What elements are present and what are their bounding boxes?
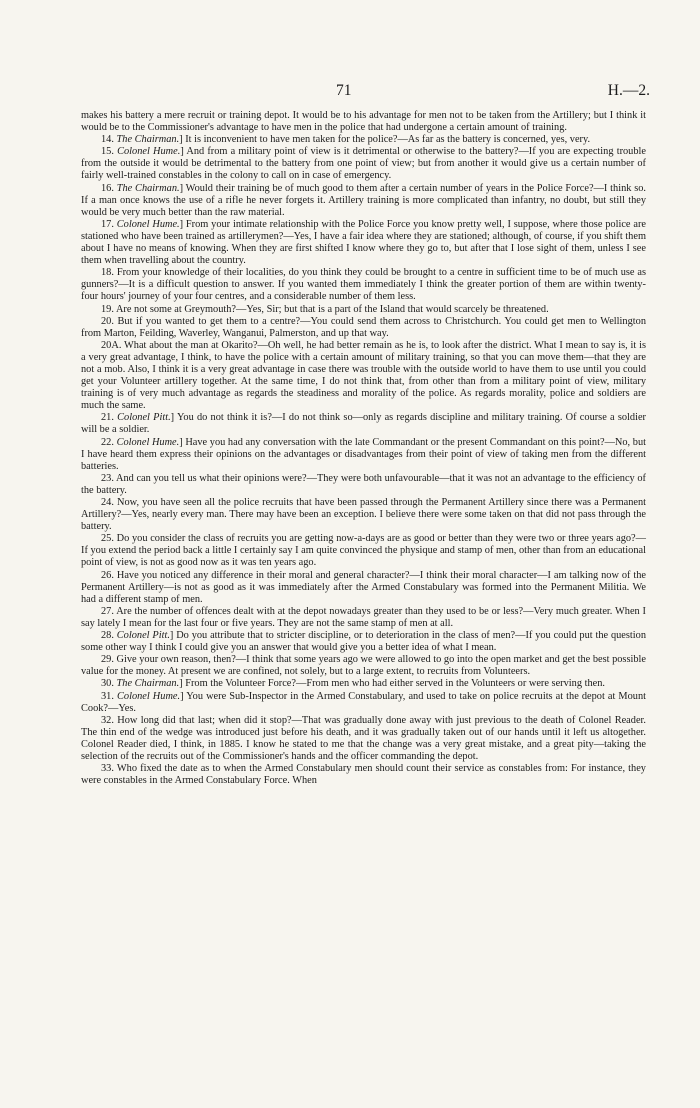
- question-number: 29.: [101, 654, 117, 666]
- paragraph-text: But if you wanted to get them to a centre?—You could send them across to Christchurch. You could get men to Wellington from Marton, Feilding, Waverley, Wanganui, Palmerston, and up that way.: [81, 315, 646, 339]
- question-number: 21.: [101, 412, 118, 424]
- question-number: 15.: [101, 146, 118, 158]
- paragraph-text: From your knowledge of their localities, do you think they could be brought to a centre in sufficient time to be of much use as gunners?—It is a difficult question to answer. If you wanted them immediately I think the greater portion of them are within twenty-four hours' journey of your four centres, and a considerable number of them less.: [81, 267, 647, 303]
- paragraph-text: And can you tell us what their opinions were?—They were both unfavourable—that it was not an advantage to the efficiency of the battery.: [81, 472, 646, 496]
- speaker-name: Colonel Hume.: [117, 690, 181, 702]
- paragraph: [81, 715, 646, 763]
- paragraph-text: ] Would their training be of much good to them after a certain number of years in the Police Force?—I think so. If a man once knows the use of a rifle he never forgets it. Artillery training is more complicated than infantry, no doubt, but still they would be very much better than the raw material.: [81, 182, 647, 218]
- paragraph-text: Now, you have seen all the police recruits that have been passed through the Permanent Artillery since there was a Permanent Artillery?—Yes, nearly every man. There may have been an exception. I believe there were some taken on that did not pass through the battery.: [81, 497, 647, 533]
- paragraph: [81, 267, 646, 303]
- question-number: 30.: [101, 678, 117, 690]
- question-number: 27.: [101, 605, 117, 617]
- paragraph-text: Do you consider the class of recruits you are getting now-a-days are as good or better than they were two or three years ago?—If you extend the period back a little I certainly say I am quite convinced the physique and stamp of men, other than from an educational point of view, is not as good now as it was ten years ago.: [81, 533, 646, 569]
- paragraph-text: makes his battery a mere recruit or training depot. It would be to his advantage for men not to be taken from the Artillery; but I think it would be to the Commissioner's advantage to have men in the police that had undergone a certain amount of training.: [81, 110, 646, 134]
- paragraph-text: Who fixed the date as to when the Armed Constabulary men should count their service as constables from: For instance, they were constables in the Armed Constabulary Force. When: [81, 763, 646, 787]
- question-number: 14.: [101, 134, 117, 146]
- paragraph-text: How long did that last; when did it stop?—That was gradually done away with just previous to the death of Colonel Reader. The thin end of the wedge was introduced just before his death, and it was gradually taken out of our hands until it left us altogether. Colonel Reader died, I think, in 1885. I know he stated to me that the change was a very great mistake, and a great pity—taking the selection of the recruits out of the Commissioner's hands and the officer commanding the depot.: [81, 714, 646, 762]
- paragraph-text: ] Have you had any conversation with the late Commandant or the present Commandant on this point?—No, but I have heard them express their opinions on the advantages or disadvantages from their point of view of taking men from the different batteries.: [81, 436, 646, 472]
- question-number: 16.: [101, 182, 117, 194]
- paragraph: [81, 340, 646, 413]
- question-number: 28.: [101, 630, 117, 642]
- paragraph: [81, 412, 646, 436]
- page-header: [0, 82, 700, 104]
- paragraph: [81, 146, 646, 182]
- speaker-name: The Chairman.: [116, 182, 180, 194]
- paragraph: [81, 691, 646, 715]
- paragraph-text: ] You were Sub-Inspector in the Armed Constabulary, and used to take on police recruits at the depot at Mount Cook?—Yes.: [81, 690, 647, 714]
- question-number: 32.: [101, 714, 118, 726]
- paragraph: [81, 437, 646, 473]
- paragraph-text: Are not some at Greymouth?—Yes, Sir; but that is a part of the Island that would scarcely be threatened.: [115, 303, 549, 315]
- paragraph-text: ] You do not think it is?—I do not think so—only as regards discipline and military training. Of course a soldier will be a soldier.: [81, 412, 646, 436]
- question-number: 17.: [101, 218, 117, 230]
- paragraph-text: Have you noticed any difference in their moral and general character?—I think their moral character—I am talking now of the Permanent Artillery—is not as good as it was immediately after the Armed Constabulary was formed into the Permanent Militia. We had a different stamp of men.: [81, 569, 647, 605]
- question-number: 26.: [101, 569, 117, 581]
- paragraph: [81, 654, 646, 678]
- question-number: 22.: [101, 436, 117, 448]
- speaker-name: Colonel Hume.: [116, 436, 180, 448]
- paragraph: [81, 134, 646, 146]
- paragraph-text: Give your own reason, then?—I think that some years ago we were allowed to go into the open market and get the best possible value for the money. At present we are confined, not solely, but to a large extent, to recruits from Volunteers.: [81, 654, 646, 678]
- paragraph-text: ] From your intimate relationship with the Police Force you know pretty well, I suppose, where those police are stationed who have been trained as artillerymen?—Yes, I have a fair idea where they are stationed; although, of course, if you shift them about I have no means of knowing. When they are first shifted I know where they go to, but after that I lose sight of them, unless I see them when travelling about the country.: [81, 218, 646, 267]
- page-number: 71: [336, 82, 352, 99]
- question-number: 20.: [101, 315, 118, 327]
- paragraph: [81, 763, 646, 787]
- paragraph-text: Are the number of offences dealt with at the depot nowadays greater than they used to be or less?—Very much greater. When I say lately I mean for the last four or five years. They are not the same stamp of men at all.: [81, 605, 646, 629]
- question-number: 23.: [101, 472, 116, 484]
- paragraph: [81, 497, 646, 533]
- paragraph: [81, 219, 646, 267]
- paragraph: [81, 678, 646, 690]
- paragraph: [81, 183, 646, 219]
- question-number: 20A.: [101, 339, 125, 351]
- question-number: 19.: [101, 303, 116, 315]
- paragraph: [81, 304, 646, 316]
- speaker-name: Colonel Hume.: [116, 218, 180, 230]
- question-number: 31.: [101, 690, 117, 702]
- paragraph-text: ] And from a military point of view is it detrimental or otherwise to the battery?—If you are expecting trouble from the outside it would be detrimental to the battery from one point of view; but from another it would give us a certain number of fairly well-trained constables in the colony to call on in case of emergency.: [81, 146, 646, 182]
- paragraph: [81, 570, 646, 606]
- speaker-name: Colonel Pitt.: [117, 412, 171, 424]
- paragraph-text: ] From the Volunteer Force?—From men who had either served in the Volunteers or were serving then.: [179, 678, 605, 690]
- paragraph: [81, 473, 646, 497]
- question-number: 25.: [101, 533, 117, 545]
- paragraph: [81, 316, 646, 340]
- question-number: 18.: [101, 267, 117, 279]
- question-number: 24.: [101, 497, 117, 508]
- speaker-name: Colonel Pitt.: [116, 630, 170, 642]
- paragraph-text: What about the man at Okarito?—Oh well, he had better remain as he is, to look after the district. What I mean to say is, it is a very great advantage, I think, to have the police with a certain amount of military training, so that you can move them—that they are not a mob. Also, I think it is a very great advantage in case there was trouble with the outside world to have them to use until you could get your Volunteer artillery together. At the same time, I do not think that, from other than from a military point of view, military training is of very much advantage as regards the steadiness and morality of the police. As regards morality, police and soldiers are much the same.: [81, 339, 646, 412]
- question-number: 33.: [101, 763, 117, 775]
- paragraph: [81, 630, 646, 654]
- paragraph: [81, 110, 646, 134]
- paragraph: [81, 533, 646, 569]
- body-text: [81, 110, 646, 787]
- speaker-name: Colonel Hume.: [117, 146, 181, 158]
- paragraph-text: ] Do you attribute that to stricter discipline, or to deterioration in the class of men?—If you could put the question some other way I think I could give you an answer that would give you a better idea of what I mean.: [81, 630, 647, 654]
- speaker-name: The Chairman.: [116, 678, 180, 690]
- speaker-name: The Chairman.: [116, 134, 180, 146]
- paragraph: [81, 606, 646, 630]
- series-code: H.—2.: [607, 82, 650, 99]
- paragraph-text: ] It is inconvenient to have men taken for the police?—As far as the battery is concerned, yes, very.: [179, 134, 591, 146]
